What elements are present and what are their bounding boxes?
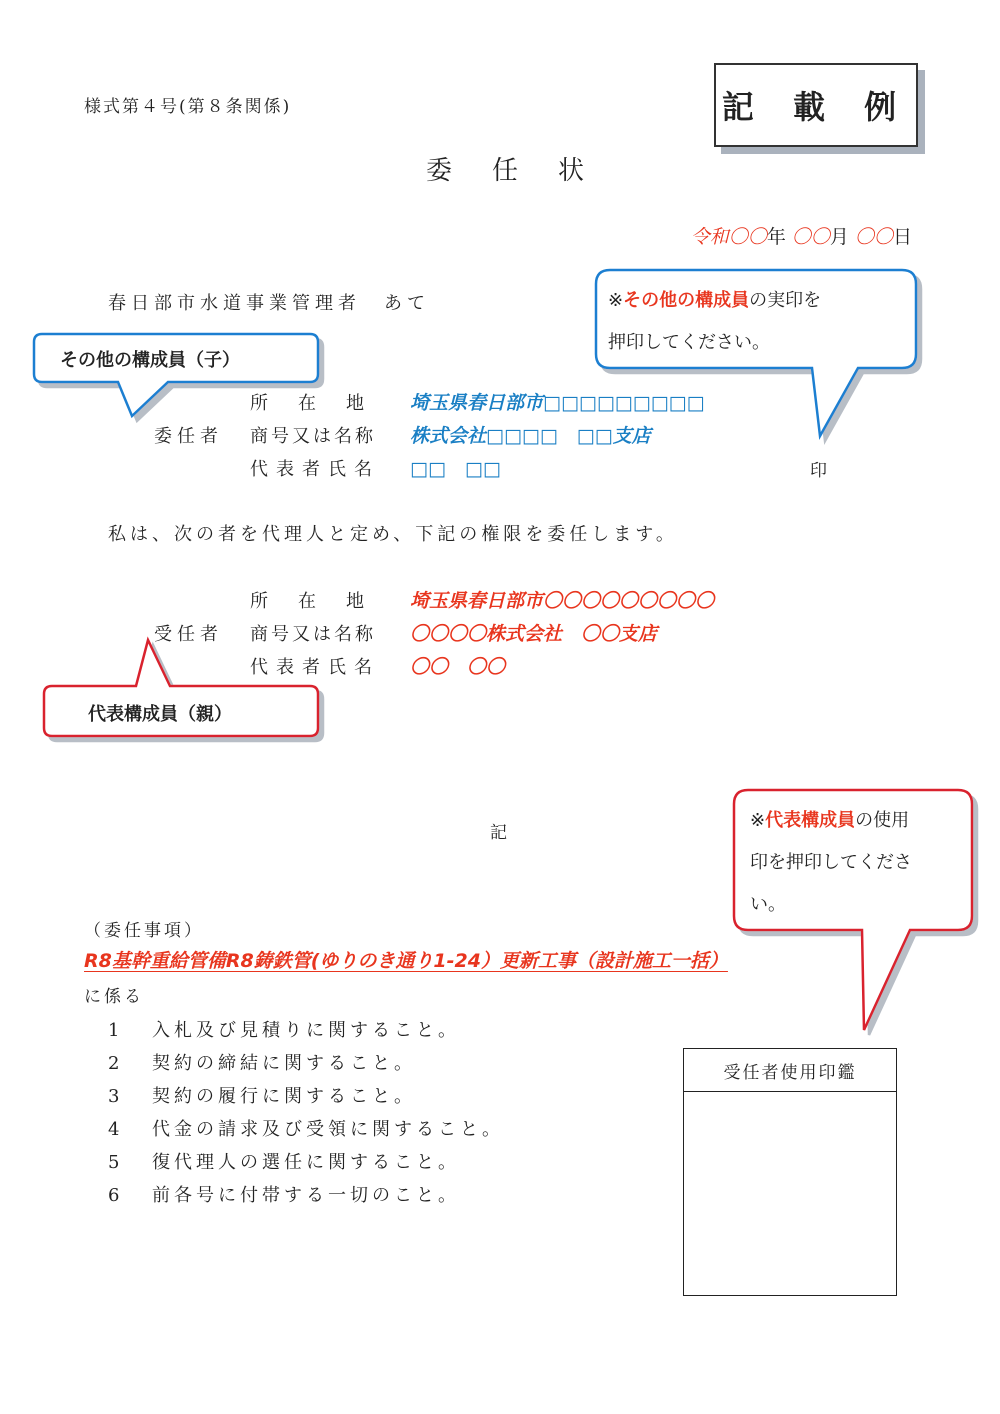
list-item — [108, 1016, 460, 1042]
list-item — [108, 1148, 460, 1174]
delegate-address-label: 所 在 地 — [250, 591, 370, 612]
callout-use-seal-note-line1 — [750, 806, 909, 832]
delegate-role: 受任者 — [154, 624, 223, 645]
form-number: 様式第４号(第８条関係) — [84, 97, 292, 117]
matter-project-name: R8基幹重給管備R8鋳鉄管(ゆりのき通り1-24）更新工事（設計施工一括） — [84, 950, 728, 972]
delegator-company-label: 商号又は名称 — [250, 426, 376, 447]
item-number: 2 — [108, 1053, 124, 1074]
delegate-rep-value: 〇〇 〇〇 — [410, 656, 506, 678]
item-number: 1 — [108, 1020, 124, 1041]
date-year: 〇〇 — [728, 226, 767, 248]
callout-use-seal-note-line2: 印を押印してくださ — [750, 852, 912, 873]
date-year-unit: 年 — [766, 226, 786, 248]
delegator-rep-value: □□ □□ — [410, 458, 501, 480]
item-number: 5 — [108, 1152, 124, 1173]
note-prefix: ※ — [608, 290, 624, 311]
note-highlight: 代表構成員 — [765, 810, 856, 831]
list-item — [108, 1082, 416, 1108]
delegator-address-value: 埼玉県春日部市□□□□□□□□□ — [410, 392, 705, 414]
delegator-address-label: 所 在 地 — [250, 393, 370, 414]
note-highlight: その他の構成員 — [623, 290, 750, 311]
note-prefix: ※ — [750, 810, 766, 831]
date-era: 令和 — [690, 226, 729, 248]
callout-use-seal-note-line3: い。 — [750, 894, 786, 915]
item-text: 復代理人の選任に関すること。 — [152, 1152, 460, 1173]
list-item — [108, 1115, 504, 1141]
matter-suffix: に係る — [84, 987, 144, 1007]
document-title: 委任状 — [426, 156, 625, 186]
delegate-rep-label: 代表者氏名 — [250, 657, 380, 678]
delegate-company-label: 商号又は名称 — [250, 624, 376, 645]
callout-child-label: その他の構成員（子） — [60, 350, 240, 371]
date-month-unit: 月 — [829, 226, 849, 248]
item-number: 3 — [108, 1086, 124, 1107]
date-month: 〇〇 — [791, 226, 830, 248]
date-day: 〇〇 — [854, 226, 893, 248]
body-text: 私は、次の者を代理人と定め、下記の権限を委任します。 — [108, 524, 678, 545]
addressee: 春日部市水道事業管理者 あて — [108, 293, 430, 314]
matter-heading: （委任事項） — [84, 921, 204, 941]
date-line — [691, 222, 912, 249]
date-day-unit: 日 — [892, 226, 912, 248]
delegator-role: 委任者 — [154, 426, 223, 447]
item-text: 代金の請求及び受領に関すること。 — [152, 1119, 504, 1140]
item-text: 契約の締結に関すること。 — [152, 1053, 416, 1074]
item-number: 4 — [108, 1119, 124, 1140]
seal-box — [683, 1048, 897, 1296]
callout-seal-note-line2: 押印してください。 — [608, 332, 770, 353]
callout-parent-label: 代表構成員（親） — [88, 704, 232, 725]
seal-mark: 印 — [810, 461, 827, 481]
callout-seal-note-line1 — [608, 286, 821, 312]
list-item — [108, 1049, 416, 1075]
note-rest: の使用 — [855, 810, 910, 831]
delegator-company-value: 株式会社□□□□ □□支店 — [410, 425, 651, 447]
item-text: 契約の履行に関すること。 — [152, 1086, 416, 1107]
list-item — [108, 1181, 460, 1207]
item-text: 前各号に付帯する一切のこと。 — [152, 1185, 460, 1206]
item-text: 入札及び見積りに関すること。 — [152, 1020, 460, 1041]
item-number: 6 — [108, 1185, 124, 1206]
note-rest: の実印を — [749, 290, 822, 311]
delegate-address-value: 埼玉県春日部市〇〇〇〇〇〇〇〇〇 — [410, 590, 715, 612]
example-stamp: 記 載 例 — [714, 63, 918, 147]
delegate-company-value: 〇〇〇〇株式会社 〇〇支店 — [410, 623, 658, 645]
ki-heading: 記 — [490, 823, 507, 843]
delegator-rep-label: 代表者氏名 — [250, 459, 380, 480]
seal-box-label: 受任者使用印鑑 — [684, 1049, 896, 1092]
